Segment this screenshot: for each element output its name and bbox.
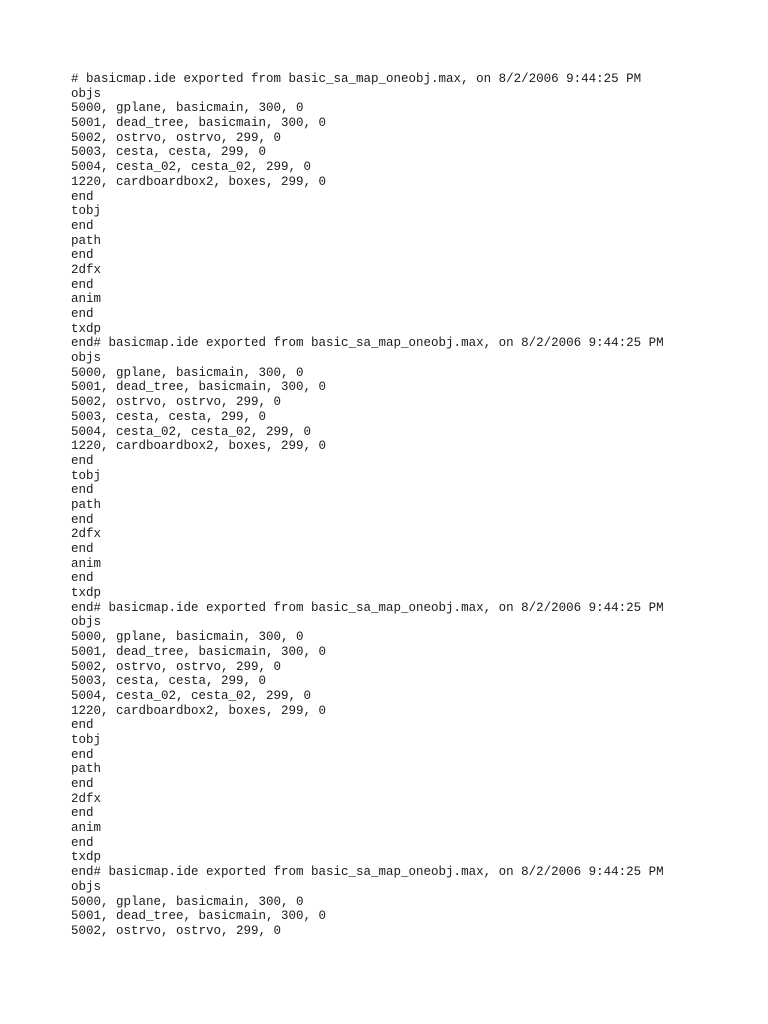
text-line: end [71,248,94,263]
text-line: 5004, cesta_02, cesta_02, 299, 0 [71,688,312,703]
text-line: 5002, ostrvo, ostrvo, 299, 0 [71,130,282,145]
text-line: 5000, gplane, basicmain, 300, 0 [71,894,304,909]
text-line: end [71,277,94,292]
text-line: end [71,747,94,762]
text-line: end# basicmap.ide exported from basic_sa_map_oneobj.max, on 8/2/2006 9:44:25 PM [71,865,664,880]
text-line: end# basicmap.ide exported from basic_sa_map_oneobj.max, on 8/2/2006 9:44:25 PM [71,600,664,615]
text-line: path [71,762,102,777]
text-line: end [71,307,94,321]
text-line: end [71,806,94,821]
text-line: 5000, gplane, basicmain, 300, 0 [71,101,304,116]
text-line: 5002, ostrvo, ostrvo, 299, 0 [71,659,282,674]
text-line: 5000, gplane, basicmain, 300, 0 [71,365,304,380]
text-line: 2dfx [71,791,102,806]
text-line: txdp [71,850,102,865]
text-line: end [71,453,94,468]
text-line: 5002, ostrvo, ostrvo, 299, 0 [71,395,282,410]
text-line: 5003, cesta, cesta, 299, 0 [71,409,267,424]
text-line: end [71,777,94,791]
text-line: txdp [71,586,102,601]
text-line: end [71,189,94,204]
text-line: tobj [71,732,102,747]
text-line: end [71,542,94,556]
text-line: objs [71,615,102,630]
text-line: end [71,512,94,527]
text-line: anim [71,821,102,836]
text-line: end [71,218,94,233]
text-line: end [71,718,94,733]
text-line: 5001, dead_tree, basicmain, 300, 0 [71,380,327,395]
text-line: tobj [71,468,102,483]
text-line: 5004, cesta_02, cesta_02, 299, 0 [71,160,312,175]
text-line: txdp [71,321,102,336]
text-line: 1220, cardboardbox2, boxes, 299, 0 [71,174,327,189]
text-line: 2dfx [71,262,102,277]
text-line: 5003, cesta, cesta, 299, 0 [71,145,267,160]
text-line: objs [71,86,102,101]
text-line: 1220, cardboardbox2, boxes, 299, 0 [71,703,327,718]
text-line: anim [71,556,102,571]
text-line: objs [71,351,102,366]
text-line: path [71,497,102,512]
text-line: 5001, dead_tree, basicmain, 300, 0 [71,909,327,924]
text-line: tobj [71,204,102,219]
text-line: end [71,835,94,850]
text-line: objs [71,879,102,894]
text-line: 5003, cesta, cesta, 299, 0 [71,674,267,689]
text-line: # basicmap.ide exported from basic_sa_map_oneobj.max, on 8/2/2006 9:44:25 PM [71,72,642,86]
text-line: 5002, ostrvo, ostrvo, 299, 0 [71,923,282,938]
text-line: end [71,571,94,586]
text-line: end# basicmap.ide exported from basic_sa_map_oneobj.max, on 8/2/2006 9:44:25 PM [71,336,664,351]
text-line: end [71,483,94,498]
text-line: 2dfx [71,527,102,542]
text-line: path [71,233,102,248]
text-line: 5001, dead_tree, basicmain, 300, 0 [71,644,327,659]
text-line: 5000, gplane, basicmain, 300, 0 [71,630,304,645]
text-line: 1220, cardboardbox2, boxes, 299, 0 [71,439,327,454]
ide-file-text [71,72,664,939]
text-line: 5001, dead_tree, basicmain, 300, 0 [71,116,327,131]
text-line: 5004, cesta_02, cesta_02, 299, 0 [71,424,312,439]
text-line: anim [71,292,102,307]
